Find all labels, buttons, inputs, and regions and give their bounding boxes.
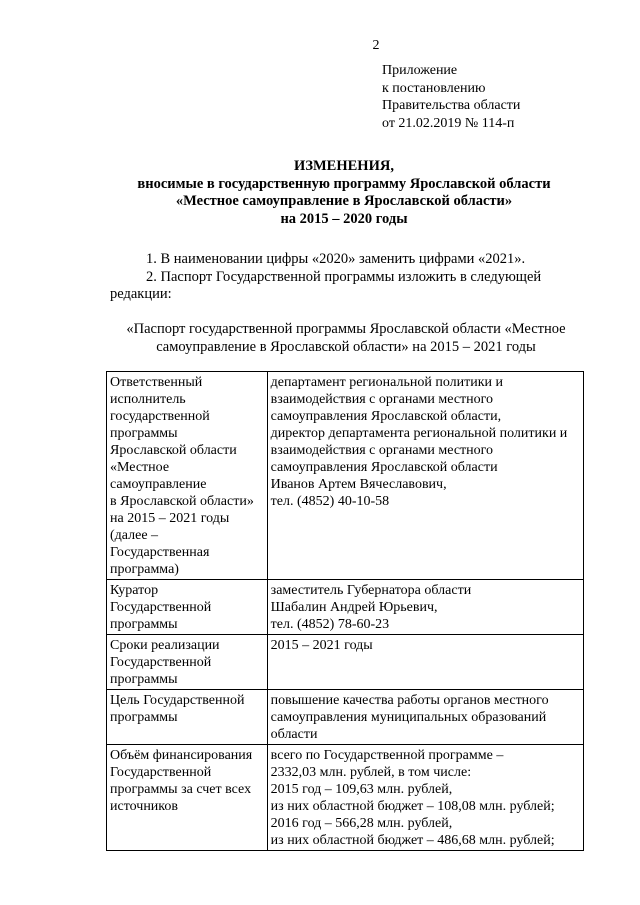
value-line: Шабалин Андрей Юрьевич, xyxy=(270,600,438,615)
value-line: самоуправления муниципальных образований xyxy=(270,710,547,725)
row-label-cell xyxy=(107,635,268,690)
label-line: самоуправление xyxy=(110,477,207,492)
label-line: на 2015 – 2021 годы xyxy=(110,511,230,526)
table-row xyxy=(107,580,584,635)
label-line: программы за счет всех xyxy=(110,782,252,797)
label-line: Цель Государственной xyxy=(110,693,245,708)
row-value-cell xyxy=(267,635,583,690)
appendix-line: к постановлению xyxy=(382,80,486,96)
row-value-cell xyxy=(267,745,583,851)
paragraph-2 xyxy=(110,269,582,303)
label-line: (далее – xyxy=(110,528,159,543)
value-line: 2015 – 2021 годы xyxy=(270,638,373,653)
value-line: области xyxy=(270,727,318,742)
paragraph-1: 1. В наименовании цифры «2020» заменить цифрами «2021». xyxy=(146,251,526,267)
appendix-line: Приложение xyxy=(382,63,458,78)
row-label-cell xyxy=(107,580,268,635)
title-line: «Местное самоуправление в Ярославской области» xyxy=(175,193,513,209)
document-title xyxy=(60,158,580,228)
row-label-cell xyxy=(107,372,268,580)
value-line: тел. (4852) 78-60-23 xyxy=(270,617,390,632)
title-line: вносимые в государственную программу Ярославской области xyxy=(137,175,551,192)
value-line: всего по Государственной программе – xyxy=(270,748,504,763)
value-line: заместитель Губернатора области xyxy=(270,583,472,598)
label-line: Объём финансирования xyxy=(110,748,253,763)
value-line: из них областной бюджет – 486,68 млн. рублей; xyxy=(270,833,555,848)
title-line: ИЗМЕНЕНИЯ, xyxy=(294,158,394,174)
value-line: Иванов Артем Вячеславович, xyxy=(270,477,447,492)
appendix-line: от 21.02.2019 № 114-п xyxy=(382,115,515,131)
value-line: самоуправления Ярославской области, xyxy=(270,409,502,424)
value-line: тел. (4852) 40-10-58 xyxy=(270,494,390,509)
label-line: программы xyxy=(110,617,178,632)
label-line: программа) xyxy=(110,562,179,577)
value-line: директор департамента региональной политики и xyxy=(270,426,568,441)
label-line: программы xyxy=(110,710,178,725)
table-row xyxy=(107,690,584,745)
page-number: 2 xyxy=(372,38,380,53)
label-line: государственной xyxy=(110,409,210,424)
table-row xyxy=(107,745,584,851)
label-line: «Местное xyxy=(110,460,170,475)
passport-table xyxy=(106,371,584,851)
row-value-cell xyxy=(267,580,583,635)
table-row xyxy=(107,635,584,690)
appendix-block xyxy=(382,62,520,132)
value-line: 2332,03 млн. рублей, в том числе: xyxy=(270,765,472,780)
label-line: Государственной xyxy=(110,655,212,670)
value-line: самоуправления Ярославской области xyxy=(270,460,498,475)
paragraph-2-tail: редакции: xyxy=(110,286,172,302)
label-line: программы xyxy=(110,426,178,441)
value-line: 2015 год – 109,63 млн. рублей, xyxy=(270,782,453,797)
value-line: из них областной бюджет – 108,08 млн. рублей; xyxy=(270,799,555,814)
value-line: повышение качества работы органов местного xyxy=(270,693,549,708)
value-line: взаимодействия с органами местного xyxy=(270,392,494,407)
passport-title-line: самоуправление в Ярославской области» на 2015 – 2021 годы xyxy=(156,338,536,355)
passport-title xyxy=(110,321,582,356)
row-label-cell xyxy=(107,745,268,851)
label-line: Ответственный xyxy=(110,375,203,390)
table-row xyxy=(107,372,584,580)
value-line: департамент региональной политики и xyxy=(270,375,504,390)
label-line: Куратор xyxy=(110,583,159,598)
value-line: взаимодействия с органами местного xyxy=(270,443,494,458)
passport-title-line: «Паспорт государственной программы Ярославской области «Местное xyxy=(126,321,566,337)
label-line: программы xyxy=(110,672,178,687)
label-line: в Ярославской области» xyxy=(110,494,254,509)
label-line: Государственная xyxy=(110,545,210,560)
row-value-cell xyxy=(267,372,583,580)
label-line: Сроки реализации xyxy=(110,638,220,653)
title-line: на 2015 – 2020 годы xyxy=(280,210,408,227)
label-line: исполнитель xyxy=(110,392,186,407)
label-line: Ярославской области xyxy=(110,443,237,458)
label-line: источников xyxy=(110,799,179,814)
row-value-cell xyxy=(267,690,583,745)
value-line: 2016 год – 566,28 млн. рублей, xyxy=(270,816,453,831)
row-label-cell xyxy=(107,690,268,745)
paragraph-2-text: 2. Паспорт Государственной программы изложить в следующей xyxy=(146,269,542,285)
appendix-line: Правительства области xyxy=(382,98,521,113)
label-line: Государственной xyxy=(110,600,212,615)
label-line: Государственной xyxy=(110,765,212,780)
